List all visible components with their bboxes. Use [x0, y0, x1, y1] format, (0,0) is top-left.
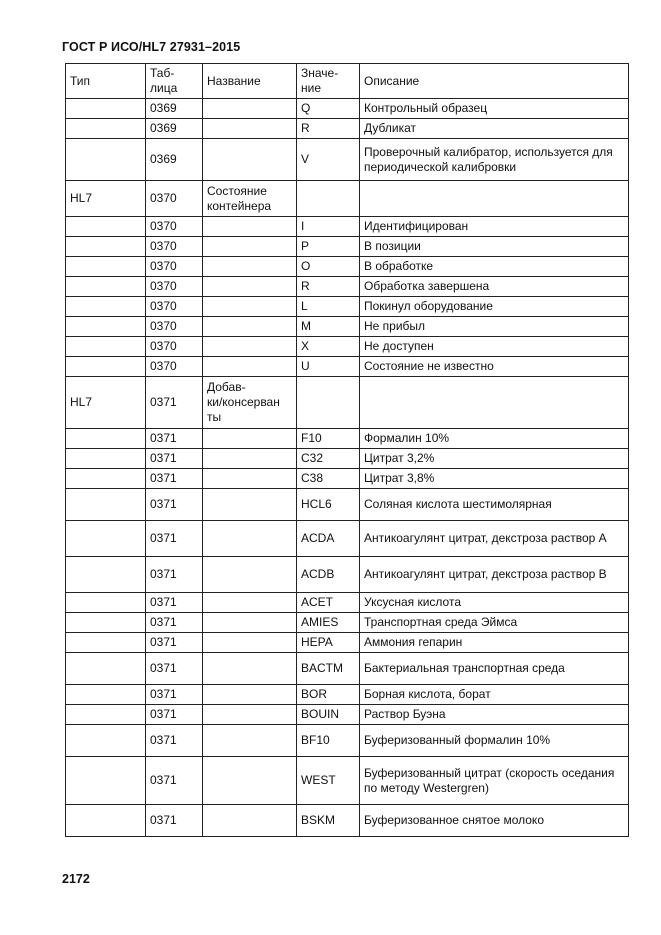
cell-name	[203, 489, 297, 521]
cell-name	[203, 805, 297, 837]
cell-type	[66, 613, 146, 633]
table-row	[66, 429, 629, 449]
cell-description: В обработке	[360, 257, 629, 277]
table-header-row	[66, 64, 629, 99]
cell-name	[203, 257, 297, 277]
table-row	[66, 119, 629, 139]
column-value-header: Значе- ние	[297, 64, 360, 99]
cell-value: ACET	[297, 593, 360, 613]
cell-value: ACDA	[297, 521, 360, 557]
cell-value: U	[297, 357, 360, 377]
cell-description: В позиции	[360, 237, 629, 257]
cell-table: 0369	[146, 99, 203, 119]
cell-name: Состояние контейнера	[203, 181, 297, 217]
values-table	[65, 63, 629, 837]
cell-description: Аммония гепарин	[360, 633, 629, 653]
cell-description: Уксусная кислота	[360, 593, 629, 613]
cell-name	[203, 653, 297, 685]
cell-name	[203, 217, 297, 237]
cell-value: O	[297, 257, 360, 277]
cell-type	[66, 99, 146, 119]
cell-table: 0371	[146, 633, 203, 653]
table-body	[66, 99, 629, 837]
cell-table: 0371	[146, 449, 203, 469]
table-row	[66, 805, 629, 837]
cell-type	[66, 317, 146, 337]
cell-description: Буферизованное снятое молоко	[360, 805, 629, 837]
cell-table: 0371	[146, 377, 203, 429]
cell-table: 0370	[146, 217, 203, 237]
cell-name	[203, 277, 297, 297]
cell-name	[203, 449, 297, 469]
cell-value: HEPA	[297, 633, 360, 653]
cell-table: 0371	[146, 613, 203, 633]
cell-description: Антикоагулянт цитрат, декстроза раствор А	[360, 521, 629, 557]
cell-type	[66, 119, 146, 139]
table-row	[66, 217, 629, 237]
cell-table: 0370	[146, 317, 203, 337]
cell-table: 0371	[146, 705, 203, 725]
table-row	[66, 653, 629, 685]
cell-description: Бактериальная транспортная среда	[360, 653, 629, 685]
cell-description: Состояние не известно	[360, 357, 629, 377]
table-row	[66, 757, 629, 805]
column-name-header: Название	[203, 64, 297, 99]
cell-value: BSKM	[297, 805, 360, 837]
cell-description: Контрольный образец	[360, 99, 629, 119]
cell-description: Антикоагулянт цитрат, декстроза раствор В	[360, 557, 629, 593]
cell-name	[203, 357, 297, 377]
cell-name	[203, 237, 297, 257]
cell-name	[203, 705, 297, 725]
table-row	[66, 237, 629, 257]
cell-type	[66, 557, 146, 593]
table-row	[66, 557, 629, 593]
cell-type	[66, 449, 146, 469]
cell-description: Буферизованный формалин 10%	[360, 725, 629, 757]
cell-type: HL7	[66, 377, 146, 429]
cell-table: 0370	[146, 337, 203, 357]
cell-value: BOUIN	[297, 705, 360, 725]
cell-type	[66, 685, 146, 705]
table-row	[66, 277, 629, 297]
cell-table: 0371	[146, 757, 203, 805]
cell-type	[66, 757, 146, 805]
cell-type	[66, 653, 146, 685]
cell-description: Борная кислота, борат	[360, 685, 629, 705]
cell-value: P	[297, 237, 360, 257]
cell-description: Транспортная среда Эймса	[360, 613, 629, 633]
cell-value: F10	[297, 429, 360, 449]
cell-type	[66, 725, 146, 757]
cell-name	[203, 139, 297, 181]
cell-description	[360, 377, 629, 429]
table-row	[66, 705, 629, 725]
table-row	[66, 449, 629, 469]
cell-name	[203, 337, 297, 357]
cell-type: HL7	[66, 181, 146, 217]
document-header: ГОСТ Р ИСО/HL7 27931–2015	[62, 40, 241, 54]
cell-type	[66, 593, 146, 613]
table-row	[66, 297, 629, 317]
cell-type	[66, 705, 146, 725]
table-row	[66, 489, 629, 521]
cell-type	[66, 139, 146, 181]
cell-table: 0371	[146, 685, 203, 705]
table-row	[66, 725, 629, 757]
cell-type	[66, 805, 146, 837]
cell-value: L	[297, 297, 360, 317]
cell-value: ACDB	[297, 557, 360, 593]
cell-name	[203, 521, 297, 557]
cell-table: 0369	[146, 139, 203, 181]
cell-name: Добав- ки/консерван ты	[203, 377, 297, 429]
cell-value: WEST	[297, 757, 360, 805]
cell-description: Цитрат 3,2%	[360, 449, 629, 469]
table-row	[66, 521, 629, 557]
cell-value: M	[297, 317, 360, 337]
cell-value: AMIES	[297, 613, 360, 633]
cell-type	[66, 217, 146, 237]
cell-table: 0370	[146, 237, 203, 257]
cell-type	[66, 521, 146, 557]
cell-name	[203, 757, 297, 805]
table-row	[66, 337, 629, 357]
cell-value: C32	[297, 449, 360, 469]
cell-name	[203, 317, 297, 337]
table-row	[66, 181, 629, 217]
cell-description: Формалин 10%	[360, 429, 629, 449]
cell-type	[66, 257, 146, 277]
cell-name	[203, 593, 297, 613]
cell-table: 0371	[146, 557, 203, 593]
cell-type	[66, 633, 146, 653]
cell-description: Проверочный калибратор, используется для периодической калибровки	[360, 139, 629, 181]
column-type-header: Тип	[66, 64, 146, 99]
cell-table: 0370	[146, 297, 203, 317]
cell-value: I	[297, 217, 360, 237]
cell-name	[203, 119, 297, 139]
cell-value: R	[297, 119, 360, 139]
cell-table: 0370	[146, 357, 203, 377]
cell-name	[203, 613, 297, 633]
table-row	[66, 257, 629, 277]
page-number: 2172	[62, 872, 90, 886]
cell-description: Обработка завершена	[360, 277, 629, 297]
cell-type	[66, 237, 146, 257]
column-description-header: Описание	[360, 64, 629, 99]
cell-description: Соляная кислота шестимолярная	[360, 489, 629, 521]
cell-type	[66, 429, 146, 449]
cell-value: HCL6	[297, 489, 360, 521]
cell-table: 0371	[146, 429, 203, 449]
cell-value: BOR	[297, 685, 360, 705]
table-row	[66, 469, 629, 489]
cell-value: V	[297, 139, 360, 181]
table-row	[66, 593, 629, 613]
table-row	[66, 633, 629, 653]
cell-name	[203, 633, 297, 653]
cell-table: 0371	[146, 805, 203, 837]
table-row	[66, 685, 629, 705]
cell-table: 0369	[146, 119, 203, 139]
cell-type	[66, 469, 146, 489]
cell-type	[66, 489, 146, 521]
column-table-header: Таб- лица	[146, 64, 203, 99]
cell-description: Цитрат 3,8%	[360, 469, 629, 489]
cell-type	[66, 277, 146, 297]
cell-table: 0370	[146, 277, 203, 297]
cell-name	[203, 557, 297, 593]
table-row	[66, 377, 629, 429]
cell-type	[66, 357, 146, 377]
cell-description: Идентифицирован	[360, 217, 629, 237]
cell-table: 0370	[146, 181, 203, 217]
cell-table: 0371	[146, 521, 203, 557]
cell-name	[203, 297, 297, 317]
cell-name	[203, 99, 297, 119]
cell-description: Буферизованный цитрат (скорость оседания по методу Westergren)	[360, 757, 629, 805]
cell-name	[203, 685, 297, 705]
cell-description: Раствор Буэна	[360, 705, 629, 725]
cell-description: Дубликат	[360, 119, 629, 139]
cell-type	[66, 297, 146, 317]
cell-table: 0371	[146, 593, 203, 613]
cell-value: R	[297, 277, 360, 297]
cell-table: 0371	[146, 489, 203, 521]
table-row	[66, 99, 629, 119]
table-row	[66, 317, 629, 337]
cell-value: BACTM	[297, 653, 360, 685]
cell-name	[203, 725, 297, 757]
cell-description: Не доступен	[360, 337, 629, 357]
cell-value: BF10	[297, 725, 360, 757]
table-row	[66, 357, 629, 377]
cell-description	[360, 181, 629, 217]
cell-name	[203, 429, 297, 449]
cell-description: Покинул оборудование	[360, 297, 629, 317]
cell-table: 0370	[146, 257, 203, 277]
cell-type	[66, 337, 146, 357]
cell-description: Не прибыл	[360, 317, 629, 337]
cell-table: 0371	[146, 725, 203, 757]
cell-value: Q	[297, 99, 360, 119]
cell-value: C38	[297, 469, 360, 489]
cell-value	[297, 181, 360, 217]
table-row	[66, 139, 629, 181]
cell-table: 0371	[146, 469, 203, 489]
table-row	[66, 613, 629, 633]
cell-table: 0371	[146, 653, 203, 685]
cell-name	[203, 469, 297, 489]
cell-value	[297, 377, 360, 429]
cell-value: X	[297, 337, 360, 357]
